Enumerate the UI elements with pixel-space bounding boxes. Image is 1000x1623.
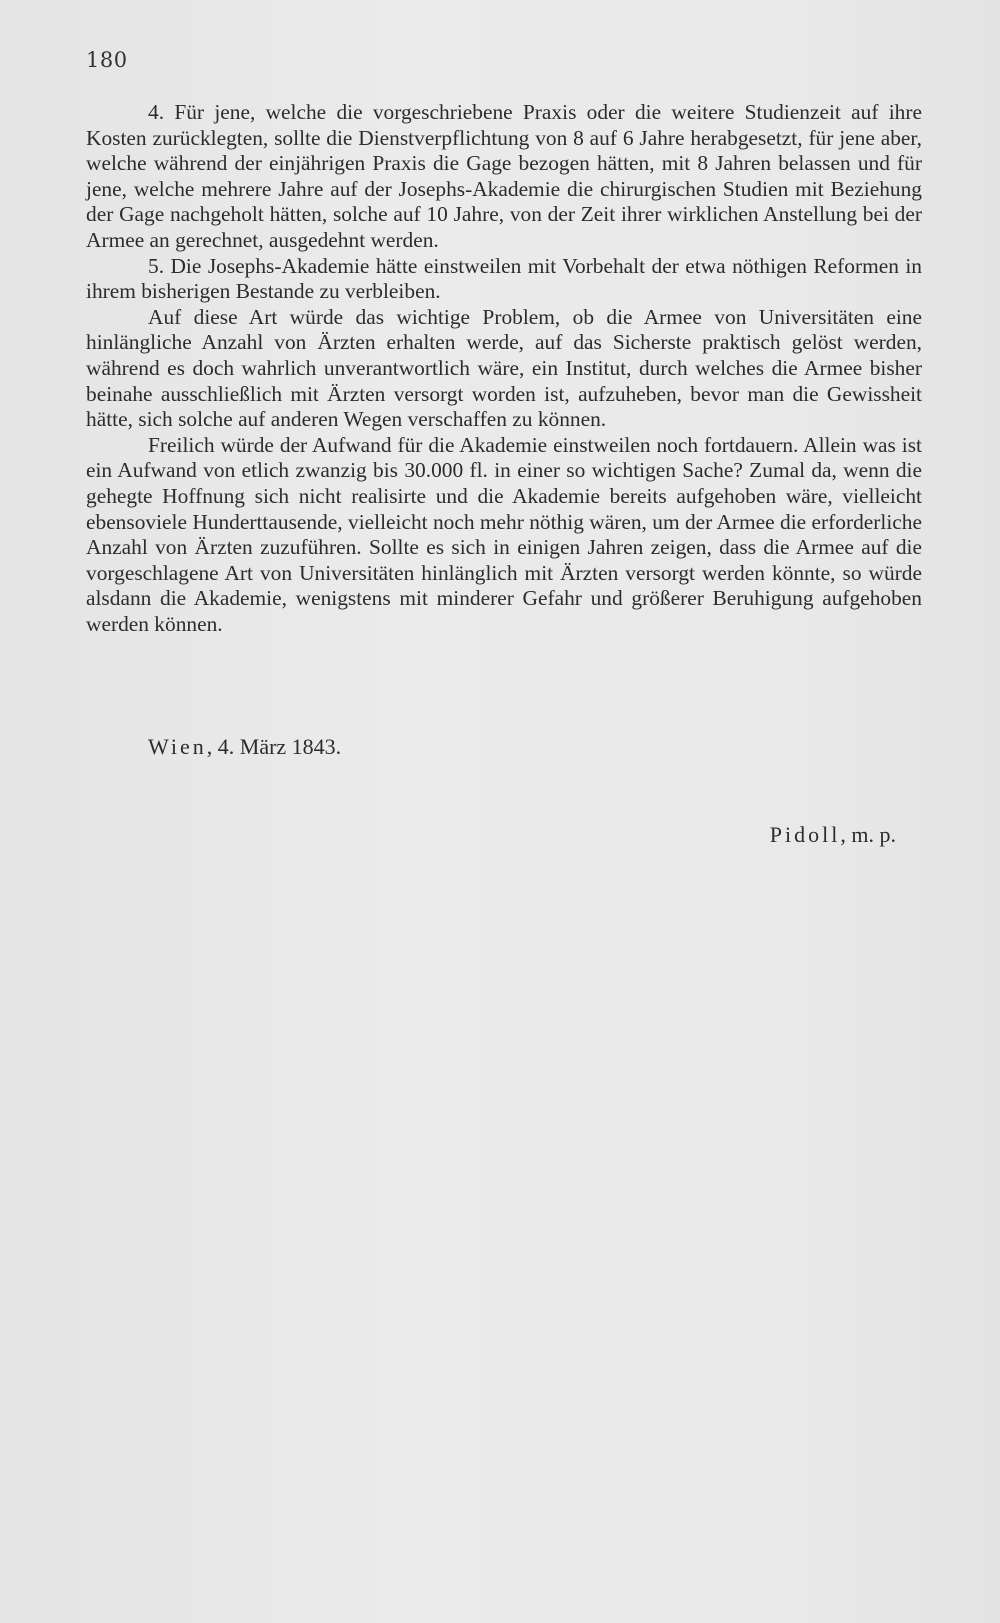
signature <box>770 822 896 848</box>
paragraph-point-5: 5. Die Josephs-Akademie hätte einstweilen mit Vorbehalt der etwa nöthigen Reformen in ihrem bisherigen Bestande zu verbleiben. <box>86 253 922 304</box>
paragraph-point-4: 4. Für jene, welche die vorgeschriebene Praxis oder die weitere Studienzeit auf ihre Kosten zurücklegten, sollte die Dienstverpflichtung von 8 auf 6 Jahre herabgesetzt, für jene aber, welche während der einjährigen Praxis die Gage bezogen hätten, mit 8 Jahren belassen und für jene, welche mehrere Jahre auf der Josephs-Akademie die chirurgischen Studien mit Beziehung der Gage nachgeholt hätten, solche auf 10 Jahre, von der Zeit ihrer wirklichen Anstellung bei der Armee an gerechnet, ausgedehnt werden. <box>86 100 922 252</box>
paragraph-argument: Auf diese Art würde das wichtige Problem, ob die Armee von Universitäten eine hinlängliche Anzahl von Ärzten erhalten werde, auf das Sicherste praktisch gelöst werden, während es doch wahrlich unverantwortlich wäre, ein Institut, durch welches die Armee bisher beinahe ausschließlich mit Ärzten versorgt worden ist, aufzuheben, bevor man die Gewissheit hätte, sich solche auf anderen Wegen verschaffen zu können. <box>86 304 922 432</box>
paragraph-cost: Freilich würde der Aufwand für die Akademie einstweilen noch fortdauern. Allein was ist ein Aufwand von etlich zwanzig bis 30.000 fl. in einer so wichtigen Sache? Zumal da, wenn die gehegte Hoffnung sich nicht realisirte und die Akademie bereits aufgehoben wäre, vielleicht ebensoviele Hunderttausende, vielleicht noch mehr nöthig wären, um der Armee die erforderliche Anzahl von Ärzten zuzuführen. Sollte es sich in einigen Jahren zeigen, dass die Armee auf die vorgeschlagene Art von Universitäten hinlänglich mit Ärzten versorgt werden könnte, so würde alsdann die Akademie, wenigstens mit minderer Gefahr und größerer Beruhigung aufgehoben werden können. <box>86 432 922 636</box>
place-date <box>148 734 341 760</box>
signature-suffix: , m. p. <box>840 822 896 847</box>
signature-name: Pidoll <box>769 822 841 847</box>
body-text <box>86 100 922 637</box>
date: , 4. März 1843. <box>206 734 342 759</box>
place-name: Wien <box>148 734 207 759</box>
page-number: 180 <box>86 48 128 72</box>
